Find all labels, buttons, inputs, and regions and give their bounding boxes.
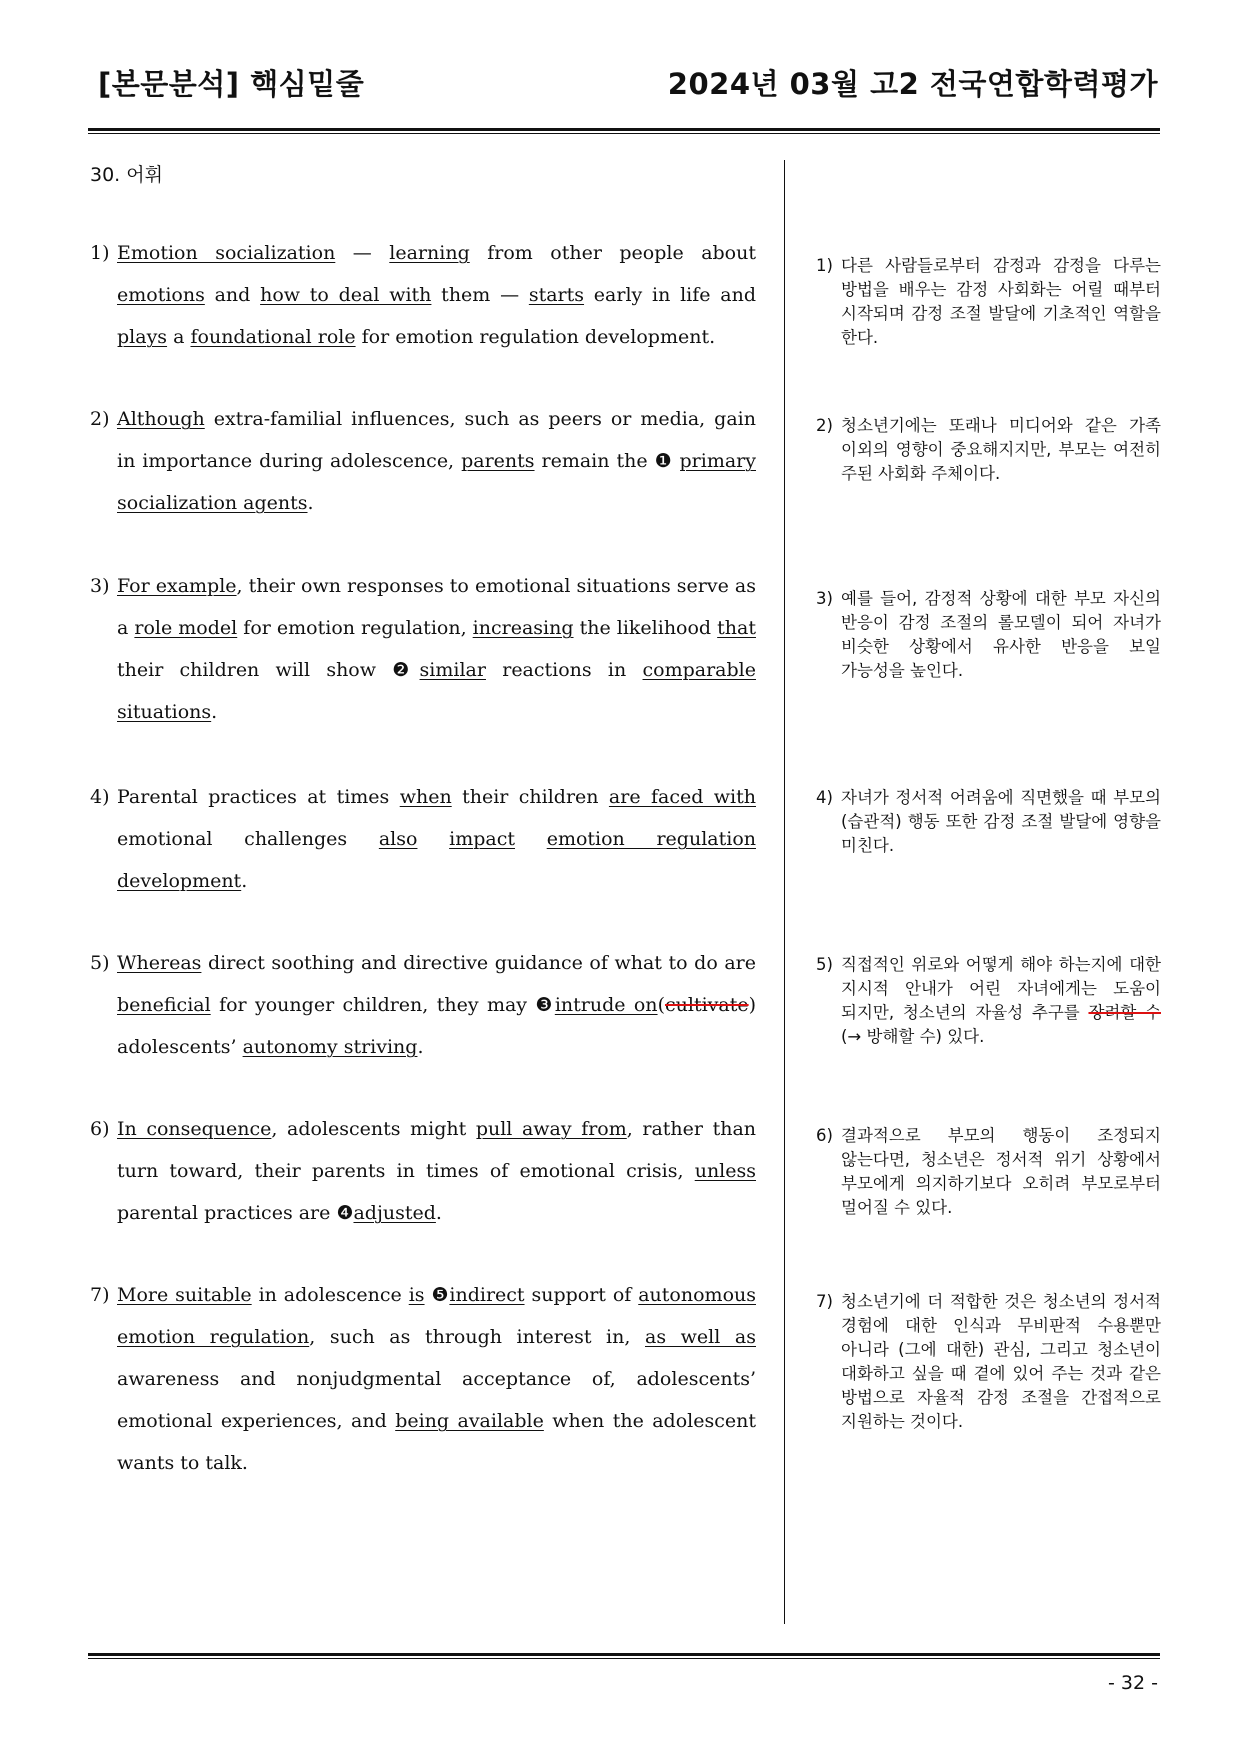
answer-marker-2: ❷ [392, 659, 420, 681]
sentence-number: 6) [90, 1118, 110, 1140]
key-phrase: In consequence [117, 1118, 272, 1140]
text: the likelihood [573, 617, 718, 639]
text: direct soothing and directive guidance of what to do are [201, 952, 756, 974]
key-phrase: Whereas [117, 952, 202, 974]
sentence-number: 3) [816, 589, 833, 608]
text: a [167, 326, 191, 348]
text: from other people about [469, 242, 756, 264]
key-phrase: autonomy striving [242, 1036, 418, 1058]
key-phrase: foundational role [190, 326, 356, 348]
key-phrase: More suitable [117, 1284, 252, 1306]
key-phrase: For example [117, 575, 237, 597]
text: . [417, 1036, 424, 1058]
header-divider [88, 128, 1160, 134]
key-phrase: that [717, 617, 756, 639]
text: for younger children, they may [210, 994, 536, 1016]
translation-correction: (→ 방해할 수) 있다. [841, 1027, 985, 1046]
sentence-number: 7) [816, 1292, 833, 1311]
text: . [211, 701, 218, 723]
text: their children will show [117, 659, 393, 681]
key-phrase: pull away from [475, 1118, 627, 1140]
text: Parental practices at times [117, 786, 400, 808]
key-phrase: also [378, 828, 418, 850]
text: . [307, 492, 314, 514]
key-phrase: indirect [449, 1284, 525, 1306]
text: and [204, 284, 261, 306]
text: . [435, 1202, 442, 1224]
section-title: 30. 어휘 [90, 164, 163, 186]
header-right-title: 2024년 03월 고2 전국연합학력평가 [667, 67, 1158, 101]
key-phrase: primary [679, 450, 756, 472]
korean-translation-2 [816, 414, 1161, 486]
answer-marker-5: ❺ [431, 1284, 450, 1306]
key-phrase: similar [419, 659, 486, 681]
text: ) adolescents’ [117, 994, 757, 1058]
footer-divider [88, 1653, 1160, 1659]
column-divider [784, 160, 785, 1624]
key-phrase: parents [461, 450, 535, 472]
text: them — [431, 284, 529, 306]
sentence-number: 3) [90, 575, 110, 597]
text: extra-familial influences, such as peers or media, gain in importance during adolescence, [117, 408, 756, 472]
sentence-number: 1) [90, 242, 110, 264]
key-phrase: how to deal with [260, 284, 432, 306]
english-sentence-5 [90, 942, 756, 1068]
text: awareness and nonjudgmental acceptance of, adolescents’ emotional experiences, and [117, 1368, 756, 1432]
struck-word: cultivate [664, 994, 749, 1016]
header-left-title: [본문분석] 핵심밑줄 [98, 67, 365, 101]
english-sentence-2 [90, 398, 756, 524]
text: , adolescents might [271, 1118, 476, 1140]
translation-text: 결과적으로 부모의 행동이 조정되지 않는다면, 청소년은 정서적 위기 상황에서 부모에게 의지하기보다 오히려 부모로부터 멀어질 수 있다. [841, 1126, 1161, 1217]
text: parental practices are [117, 1202, 337, 1224]
sentence-number: 5) [90, 952, 110, 974]
key-phrase: emotions [117, 284, 205, 306]
key-phrase: emotion regulation development [117, 828, 756, 892]
text: , such as through interest in, [309, 1326, 645, 1348]
key-phrase: adjusted [353, 1202, 436, 1224]
korean-translation-3 [816, 587, 1161, 683]
text [417, 828, 449, 850]
key-phrase: when [399, 786, 452, 808]
text: . [241, 870, 248, 892]
text: — [335, 242, 390, 264]
key-phrase: as well as [645, 1326, 756, 1348]
struck-translation: 장려할 수 [1088, 1003, 1161, 1022]
key-phrase: plays [117, 326, 168, 348]
korean-translation-6 [816, 1124, 1161, 1220]
sentence-number: 4) [90, 786, 110, 808]
text: , their own responses to emotional situations serve as a [117, 575, 756, 639]
sentence-number: 1) [816, 256, 833, 275]
text [673, 450, 680, 472]
text: for emotion regulation, [237, 617, 473, 639]
text: support of [524, 1284, 639, 1306]
key-phrase: unless [694, 1160, 756, 1182]
key-phrase: role model [134, 617, 238, 639]
sentence-number: 5) [816, 955, 833, 974]
answer-marker-3: ❸ [535, 994, 555, 1016]
key-phrase: beneficial [117, 994, 211, 1016]
korean-translation-7 [816, 1290, 1161, 1434]
text: when the adolescent wants to talk. [117, 1410, 756, 1474]
text: emotional challenges [117, 828, 379, 850]
translation-text: 직접적인 위로와 어떻게 해야 하는지에 대한 지시적 안내가 어린 자녀에게는 도움이 되지만, 청소년의 자율성 추구를 [841, 955, 1161, 1022]
page-number: - 32 - [1108, 1672, 1158, 1694]
english-sentence-7 [90, 1274, 756, 1484]
answer-marker-1: ❶ [654, 450, 673, 472]
korean-translation-5 [816, 953, 1161, 1049]
key-phrase: autonomous emotion regulation [117, 1284, 756, 1348]
key-phrase: increasing [472, 617, 574, 639]
translation-text: 청소년기에는 또래나 미디어와 같은 가족 이외의 영향이 중요해지지만, 부모는 여전히 주된 사회화 주체이다. [841, 416, 1161, 483]
text: for emotion regulation development. [355, 326, 716, 348]
key-phrase: Although [117, 408, 205, 430]
english-sentence-6 [90, 1108, 756, 1234]
text: , rather than turn toward, their parents in times of emotional crisis, [117, 1118, 757, 1182]
key-phrase: Emotion socialization [117, 242, 336, 264]
text: ( [657, 994, 665, 1016]
key-phrase: socialization agents [117, 492, 308, 514]
sentence-number: 4) [816, 788, 833, 807]
key-phrase: starts [528, 284, 585, 306]
sentence-number: 2) [90, 408, 110, 430]
text: in adolescence [251, 1284, 409, 1306]
key-phrase: are faced with [608, 786, 756, 808]
key-phrase: being available [395, 1410, 544, 1432]
english-sentence-4 [90, 776, 756, 902]
sentence-number: 6) [816, 1126, 833, 1145]
answer-marker-4: ❹ [336, 1202, 354, 1224]
english-sentence-1 [90, 232, 756, 358]
key-phrase: intrude on [554, 994, 658, 1016]
translation-text: 자녀가 정서적 어려움에 직면했을 때 부모의 (습관적) 행동 또한 감정 조절 발달에 영향을 미친다. [841, 788, 1161, 855]
text: their children [451, 786, 609, 808]
sentence-number: 7) [90, 1284, 110, 1306]
english-sentence-3 [90, 565, 756, 733]
key-phrase: comparable situations [117, 659, 756, 723]
key-phrase: learning [389, 242, 470, 264]
korean-translation-4 [816, 786, 1161, 858]
key-phrase: is [408, 1284, 425, 1306]
text: remain the [534, 450, 655, 472]
translation-text: 예를 들어, 감정적 상황에 대한 부모 자신의 반응이 감정 조절의 롤모델이 되어 자녀가 비슷한 상황에서 유사한 반응을 보일 가능성을 높인다. [841, 589, 1161, 680]
sentence-number: 2) [816, 416, 833, 435]
text: reactions in [485, 659, 643, 681]
translation-text: 청소년기에 더 적합한 것은 청소년의 정서적 경험에 대한 인식과 무비판적 수용뿐만 아니라 (그에 대한) 관심, 그리고 청소년이 대화하고 싶을 때 곁에 있어 주는 것과 같은 방법으로 자율적 감정 조절을 간접적으로 지원하는 것이다. [841, 1292, 1161, 1431]
translation-text: 다른 사람들로부터 감정과 감정을 다루는 방법을 배우는 감정 사회화는 어릴 때부터 시작되며 감정 조절 발달에 기초적인 역할을 한다. [841, 256, 1161, 347]
key-phrase: impact [449, 828, 516, 850]
text: early in life and [584, 284, 757, 306]
korean-translation-1 [816, 254, 1161, 350]
text [515, 828, 547, 850]
